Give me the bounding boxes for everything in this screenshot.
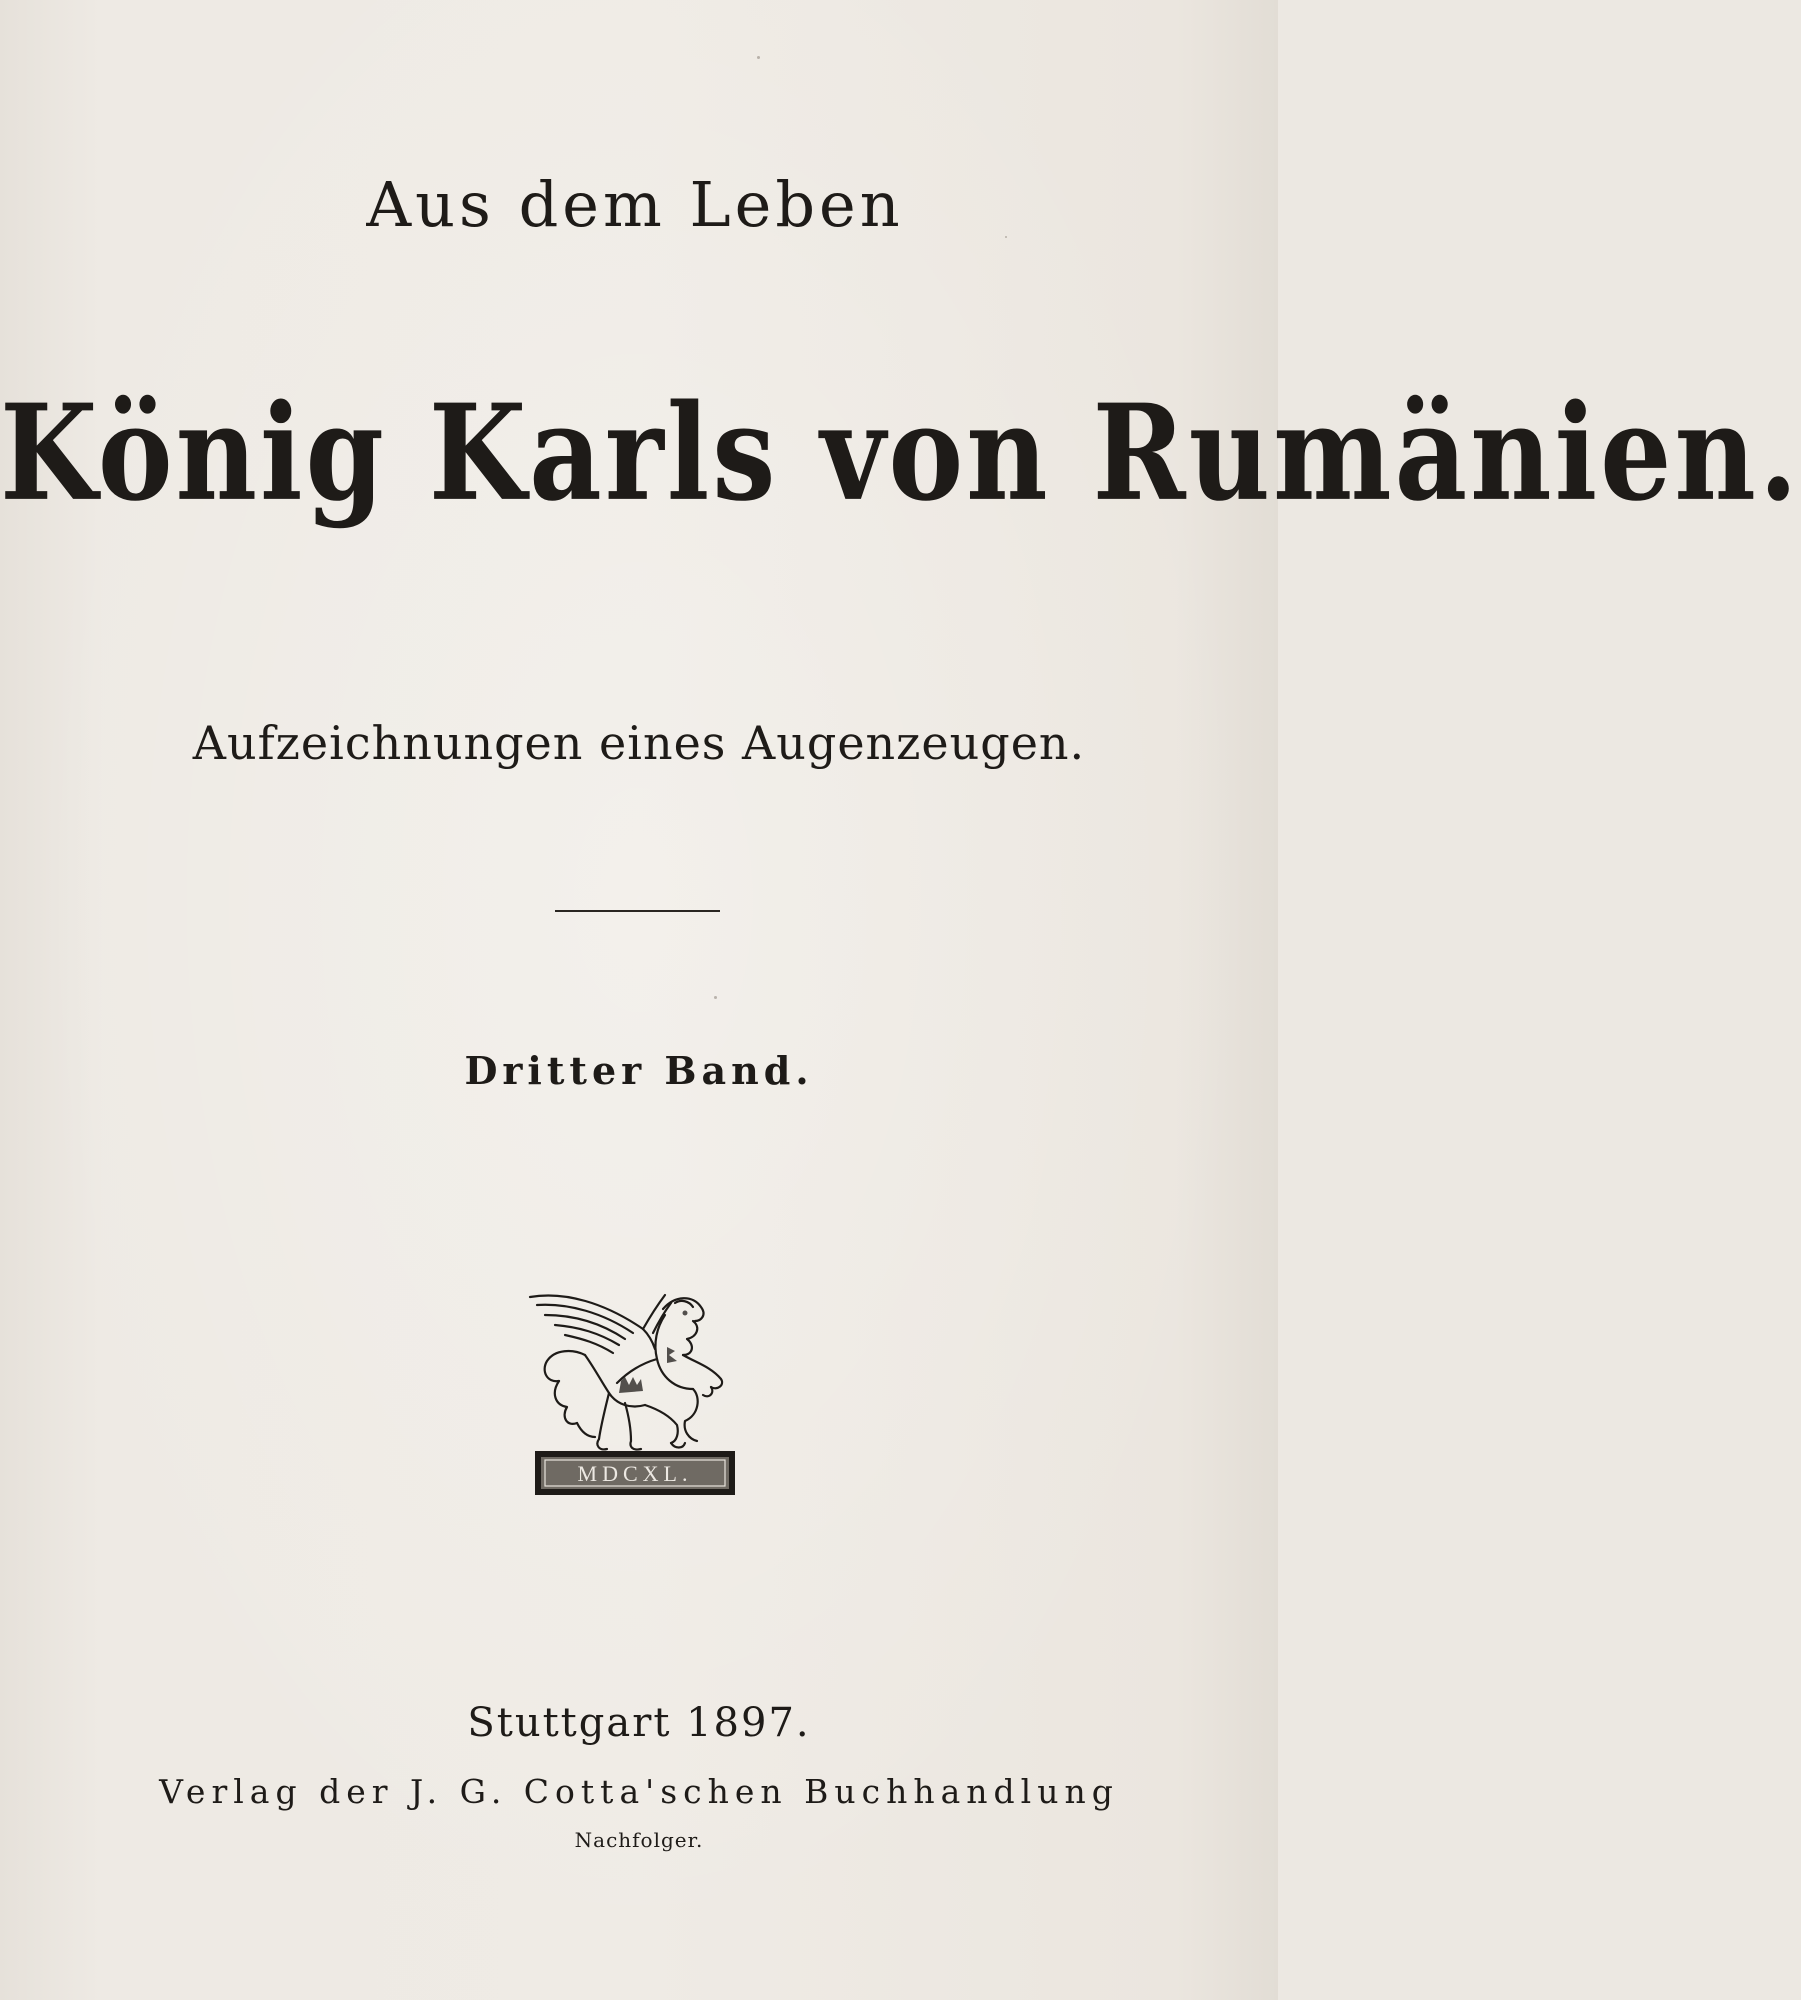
imprint-publisher: Verlag der J. G. Cotta'schen Buchhandlung (159, 1772, 1119, 1811)
griffin-icon (525, 1285, 745, 1503)
volume-label: Dritter Band. (464, 1048, 814, 1093)
divider-rule (555, 910, 720, 912)
title-prefix: Aus dem Leben (366, 168, 904, 241)
subtitle: Aufzeichnungen eines Augenzeugen. (192, 716, 1086, 770)
publisher-emblem (525, 1285, 745, 1503)
emblem-plinth-text: MDCXL. (577, 1461, 693, 1486)
paper-speck (757, 56, 760, 59)
paper-speck (714, 996, 717, 999)
imprint-successor: Nachfolger. (574, 1828, 704, 1852)
imprint-place-year: Stuttgart 1897. (467, 1700, 811, 1746)
book-title: König Karls von Rumänien. (0, 376, 1801, 531)
